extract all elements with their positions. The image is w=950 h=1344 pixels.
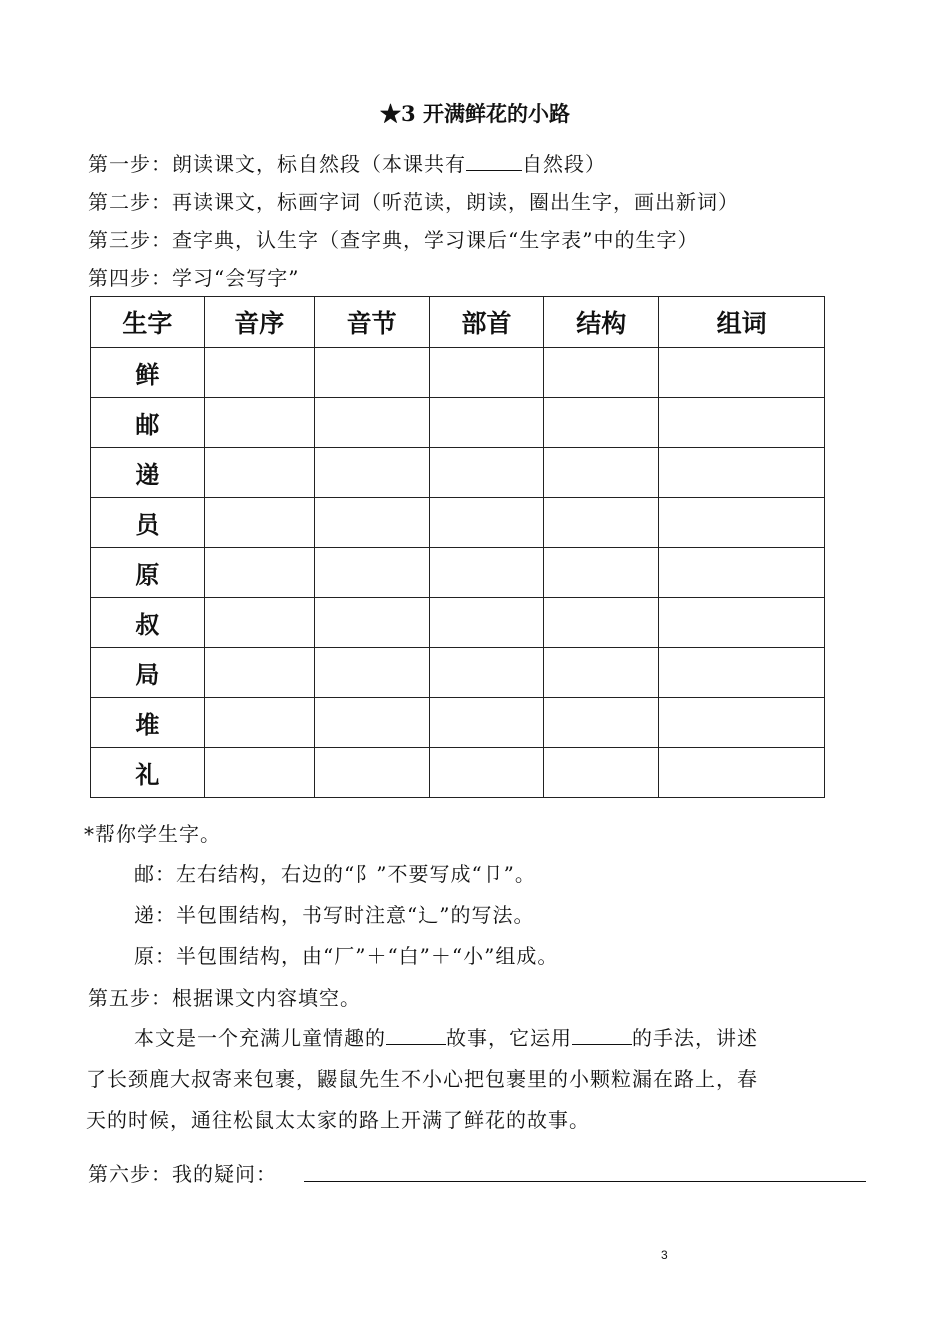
answer-cell[interactable] (314, 598, 429, 648)
answer-cell[interactable] (544, 698, 659, 748)
step-3: 第三步：查字典，认生字（查字典，学习课后“生字表”中的生字） (88, 228, 699, 252)
help-heading: *帮你学生字。 (84, 822, 221, 846)
answer-cell[interactable] (659, 548, 825, 598)
answer-cell[interactable] (544, 598, 659, 648)
table-row (91, 398, 825, 448)
answer-cell[interactable] (314, 348, 429, 398)
answer-cell[interactable] (544, 548, 659, 598)
char-cell: 叔 (91, 598, 205, 648)
table-row (91, 548, 825, 598)
answer-cell[interactable] (204, 498, 314, 548)
answer-cell[interactable] (429, 348, 544, 398)
paragraph-line-1 (134, 1022, 758, 1051)
answer-cell[interactable] (314, 448, 429, 498)
step-1 (88, 148, 606, 177)
answer-cell[interactable] (314, 648, 429, 698)
answer-cell[interactable] (659, 598, 825, 648)
char-cell: 递 (91, 448, 205, 498)
step-5: 第五步：根据课文内容填空。 (88, 986, 361, 1010)
help-item: 递：半包围结构，书写时注意“辶”的写法。 (134, 903, 535, 927)
table-row (91, 348, 825, 398)
answer-cell[interactable] (204, 598, 314, 648)
char-cell: 邮 (91, 398, 205, 448)
answer-cell[interactable] (204, 548, 314, 598)
help-item: 原：半包围结构，由“厂”＋“白”＋“小”组成。 (134, 944, 559, 968)
answer-cell[interactable] (314, 498, 429, 548)
table-header-row (91, 297, 825, 348)
character-table (90, 296, 825, 798)
header-char: 生字 (91, 297, 205, 348)
page-number: 3 (661, 1248, 668, 1262)
answer-cell[interactable] (314, 398, 429, 448)
paragraph-text: 故事，它运用 (446, 1026, 572, 1050)
paragraph-count-blank[interactable] (466, 152, 522, 171)
answer-cell[interactable] (544, 498, 659, 548)
answer-cell[interactable] (429, 698, 544, 748)
answer-cell[interactable] (544, 448, 659, 498)
char-cell: 堆 (91, 698, 205, 748)
paragraph-text: 本文是一个充满儿童情趣的 (134, 1026, 386, 1050)
answer-cell[interactable] (204, 648, 314, 698)
answer-cell[interactable] (659, 748, 825, 798)
answer-cell[interactable] (544, 748, 659, 798)
step-4: 第四步：学习“会写字” (88, 266, 300, 290)
step-1-text: 第一步：朗读课文，标自然段（本课共有 (88, 152, 466, 176)
step-6: 第六步：我的疑问： (88, 1162, 277, 1186)
header-structure: 结构 (544, 297, 659, 348)
answer-cell[interactable] (314, 748, 429, 798)
answer-cell[interactable] (659, 498, 825, 548)
answer-cell[interactable] (429, 498, 544, 548)
answer-cell[interactable] (429, 398, 544, 448)
table-row (91, 448, 825, 498)
answer-cell[interactable] (659, 348, 825, 398)
table-row (91, 598, 825, 648)
table-row (91, 498, 825, 548)
header-words: 组词 (659, 297, 825, 348)
table-row (91, 648, 825, 698)
header-syllable: 音节 (314, 297, 429, 348)
answer-cell[interactable] (659, 398, 825, 448)
answer-cell[interactable] (429, 648, 544, 698)
story-type-blank[interactable] (386, 1026, 446, 1045)
answer-cell[interactable] (314, 698, 429, 748)
answer-cell[interactable] (429, 448, 544, 498)
answer-cell[interactable] (204, 748, 314, 798)
answer-cell[interactable] (429, 548, 544, 598)
answer-cell[interactable] (544, 398, 659, 448)
page-title: ★3 开满鲜花的小路 (380, 101, 570, 126)
char-cell: 局 (91, 648, 205, 698)
table-row (91, 748, 825, 798)
answer-cell[interactable] (204, 348, 314, 398)
question-answer-line[interactable] (304, 1181, 866, 1182)
answer-cell[interactable] (544, 648, 659, 698)
answer-cell[interactable] (204, 398, 314, 448)
answer-cell[interactable] (544, 348, 659, 398)
header-initial: 音序 (204, 297, 314, 348)
answer-cell[interactable] (659, 698, 825, 748)
char-cell: 礼 (91, 748, 205, 798)
paragraph-line-3: 天的时候，通往松鼠太太家的路上开满了鲜花的故事。 (86, 1108, 590, 1132)
char-cell: 员 (91, 498, 205, 548)
header-radical: 部首 (429, 297, 544, 348)
char-cell: 原 (91, 548, 205, 598)
answer-cell[interactable] (659, 448, 825, 498)
paragraph-text: 的手法，讲述 (632, 1026, 758, 1050)
answer-cell[interactable] (314, 548, 429, 598)
answer-cell[interactable] (659, 648, 825, 698)
answer-cell[interactable] (429, 748, 544, 798)
answer-cell[interactable] (429, 598, 544, 648)
answer-cell[interactable] (204, 698, 314, 748)
step-1-text-end: 自然段） (522, 152, 606, 176)
table-row (91, 698, 825, 748)
technique-blank[interactable] (572, 1026, 632, 1045)
paragraph-line-2: 了长颈鹿大叔寄来包裹，鼹鼠先生不小心把包裹里的小颗粒漏在路上，春 (86, 1067, 758, 1091)
char-cell: 鲜 (91, 348, 205, 398)
help-item: 邮：左右结构，右边的“阝”不要写成“卩”。 (134, 862, 536, 886)
step-2: 第二步：再读课文，标画字词（听范读，朗读，圈出生字，画出新词） (88, 190, 739, 214)
answer-cell[interactable] (204, 448, 314, 498)
